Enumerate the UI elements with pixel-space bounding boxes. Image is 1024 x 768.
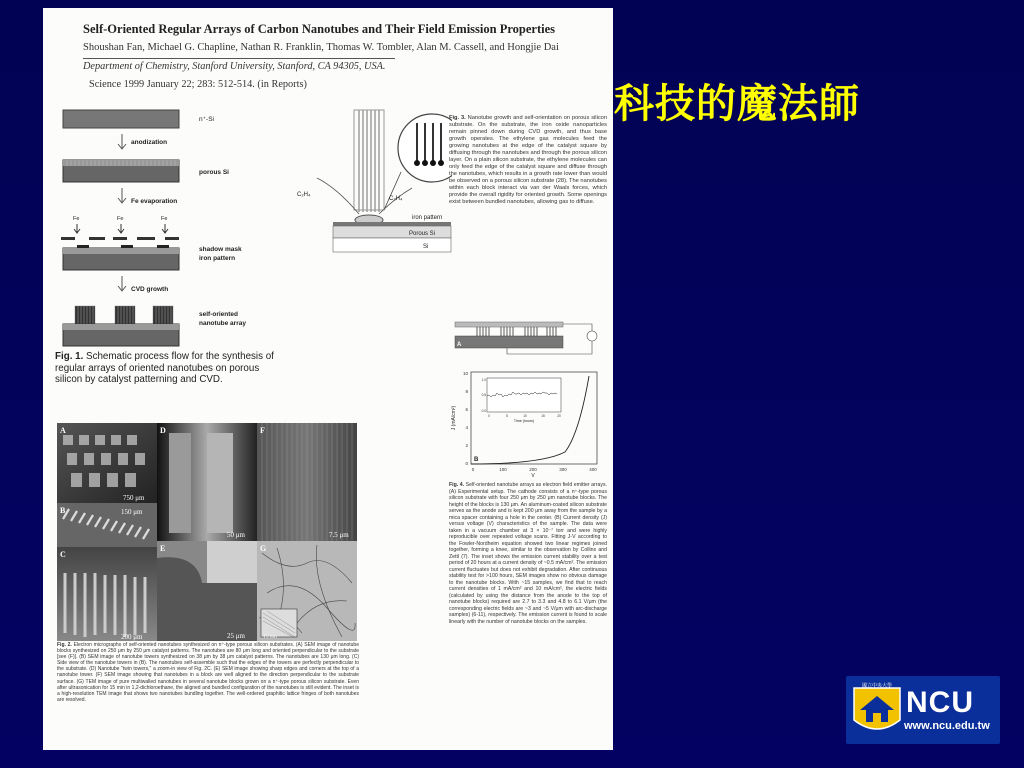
slide-title: 科技的魔法師 <box>614 81 860 127</box>
fig4-ytick-10: 10 <box>462 371 468 376</box>
fig2-scale-e: 25 μm <box>227 632 245 640</box>
fig2-scale-f: 7.5 μm <box>329 531 349 539</box>
paper-department: Department of Chemistry, Stanford University, Stanford, CA 94305, USA. <box>83 61 386 72</box>
fig4-caption-body: Self-oriented nanotube arrays as electron field emitter arrays. (A) Experimental setup. The cathode consists of a n⁺-type porous silicon substrate with four 250 μm by 250 μm nanotube blocks. The height of the blocks is 130 μm. An aluminum-coated silicon substrate serves as the anode and is kept 200 μm away from the sample by a mica spacer containing a hole in the center. (B) Current density (J) versus voltage (V) characteristics of the sample. The data were taken in a vacuum chamber at 3 × 10⁻⁷ torr and were highly reproducible over repeated voltage scans. Fitting J-V according to the Fowler-Nordheim equation showed two linear regimes joined together, forming a knee, similar to the observation by Collins and Zettl (7). The inset shows the emission current stability over a test period of 20 hours at a current density of ~0.5 mA/cm². The emission current fluctuates but does not exhibit degradation. After continuous stability test for >100 hours, SEM images show no obvious damage to the nanotube blocks. With ~15 samples, we find that to reach current densities of 1 mA/cm² and 10 mA/cm², the electric fields (calculated by using the distance from the anode to the top of nanotube blocks) required are 2.7 to 3.3 and 4.8 to 6.1 V/μm (the corresponding electric fields are ~3 and ~5 V/μm with arc-discharge samples) (6-11), respectively. The emission current is found to scale linearly with the number of nanotube blocks on the samples. <box>449 482 607 625</box>
paper-title: Self-Oriented Regular Arrays of Carbon Nanotubes and Their Field Emission Properties <box>83 22 555 36</box>
fig4-inset-ytick-05: 0.5 <box>481 393 486 397</box>
fig4-panel-b: B <box>474 457 479 463</box>
title-rule <box>83 58 395 59</box>
fig2-scale-d: 50 μm <box>227 531 245 539</box>
paper-citation: Science 1999 January 22; 283: 512-514. (in Reports) <box>89 79 307 90</box>
label-fe-evaporation: Fe evaporation <box>131 198 178 205</box>
fig1-process-flow <box>61 104 301 366</box>
fig4-inset-ytick-0: 0.0 <box>481 409 486 413</box>
fig4-xtick-400: 400 <box>589 467 597 472</box>
label-cvd-growth: CVD growth <box>131 286 169 293</box>
label-shadow-mask: shadow mask <box>199 246 242 253</box>
label-fig3-iron-pattern: iron pattern <box>412 215 443 221</box>
fig2-caption-body: Electron micrographs of self-oriented nanotubes synthesized on n⁺-type porous silicon substrates. (A) SEM image of nanotube blocks synthesized on 250 μm by 250 μm catalyst patterns. The nanotubes are 80 μm long and oriented perpendicular to the substrate [see (F)]. (B) SEM image of nanotube towers synthesized on 38 μm by 38 μm catalyst patterns. The nanotubes are 130 μm long. (C) Side view of the nanotube towers in (B). The nanotubes self-assemble such that the edges of the towers are perfectly perpendicular to the substrate. (D) Nanotube "twin towers," a zoom-in view of Fig. 2C. (E) SEM image showing sharp edges and corners at the top of a nanotube tower. (F) SEM image showing that nanotubes in a block are well aligned to the direction perpendicular to the substrate surface. (G) TEM image of pure multiwalled nanotubes in several nanotube blocks grown on a n⁺-type porous silicon substrate. Even after ultrasonication for 15 min in 1,2-dichloroethane, the aligned and bundled configuration of the nanotubes is still evident. The inset is a high-resolution TEM image that shows two nanotubes bundling together. The well-ordered graphitic lattice fringes of both nanotubes are resolved. <box>57 642 359 703</box>
logo-ncu-text: NCU <box>906 686 974 719</box>
fig2-scale-c: 200 μm <box>121 633 143 641</box>
fig4-caption <box>449 482 607 625</box>
fig4-xtick-200: 200 <box>529 467 537 472</box>
fig2-caption-lead: Fig. 2. <box>57 642 72 648</box>
logo-emblem-text: 國立中央大學 <box>861 683 893 689</box>
fig4-xtick-0: 0 <box>471 467 475 472</box>
paper-page-image <box>43 8 613 750</box>
fig4-caption-lead: Fig. 4. <box>449 482 465 488</box>
label-fe-2: Fe <box>117 216 124 222</box>
label-fe-3: Fe <box>161 216 168 222</box>
fig2-scale-b: 150 μm <box>121 508 143 516</box>
label-n-si: n⁺-Si <box>199 116 214 123</box>
fig4-inset-ytick-1: 1.0 <box>481 378 486 382</box>
fig1-caption-lead: Fig. 1. <box>55 351 84 362</box>
label-fig3-si: Si <box>423 244 429 250</box>
label-fig3-porous-si: Porous Si <box>409 231 436 237</box>
fig1-caption-body: Schematic process flow for the synthesis of regular arrays of oriented nanotubes on porous silicon by catalyst patterning and CVD. <box>55 351 274 385</box>
fig2-panel-c: C <box>60 550 66 559</box>
label-nanotube-array: nanotube array <box>199 320 246 327</box>
fig4-xtick-100: 100 <box>499 467 507 472</box>
label-porous-si: porous Si <box>199 169 229 176</box>
ncu-logo <box>846 676 1000 744</box>
fig2-panel-b: B <box>60 506 66 515</box>
fig3-caption-lead: Fig. 3. <box>449 115 466 121</box>
label-iron-pattern: iron pattern <box>199 255 236 262</box>
fig4-inset-xtick-5: 5 <box>506 414 508 418</box>
fig3-caption <box>449 115 607 206</box>
fig2-scale-a: 750 μm <box>123 494 145 502</box>
fig3-caption-body: Nanotube growth and self-orientation on porous silicon substrate. On the substrate, the iron oxide nanoparticles remain pinned down during CVD growth, and thus base growth operates. The ethylene gas molecules feed the growing nanotubes at the edge of the catalyst square by diffusing through the nanotubes and through the porous silicon layer. On a plain silicon substrate, the ethylene molecules can only feed the edge of the catalyst square and diffuse through the nanotubes, which results in a growth rate lower than would be observed on a porous silicon substrate (28). The nanotubes within each block interact via van der Waals forces, which provide the overall rigidity for oriented growth. Some openings exist between bundled nanotubes, allowing gas to diffuse. <box>449 115 607 205</box>
fig4-ylabel: J (mA/cm²) <box>451 405 457 431</box>
fig4-ytick-0: 0 <box>465 461 468 466</box>
label-anodization: anodization <box>131 139 168 146</box>
paper-authors: Shoushan Fan, Michael G. Chapline, Nathan R. Franklin, Thomas W. Tombler, Alan M. Cassell, and Hongjie Dai <box>83 42 559 53</box>
fig2-panel-e: E <box>160 544 166 553</box>
fig2-micrographs <box>57 423 357 641</box>
fig2-scale-g: 15 nm <box>263 634 277 640</box>
fig4-inset-xtick-0: 0 <box>488 414 490 418</box>
fig2-panel-d: D <box>160 426 166 435</box>
fig1-caption <box>55 351 285 386</box>
fig2-caption <box>57 642 359 703</box>
fig4-ytick-6: 6 <box>465 407 468 412</box>
fig4-xlabel: V <box>531 473 535 479</box>
fig4-inset-xtick-10: 10 <box>523 414 527 418</box>
label-c2h4-left: C₂H₄ <box>297 192 311 198</box>
fig4-ytick-8: 8 <box>465 389 468 394</box>
label-fe-1: Fe <box>73 216 80 222</box>
fig4-panel-a: A <box>457 342 462 348</box>
fig2-panel-g: G <box>260 544 267 553</box>
fig4-xtick-300: 300 <box>559 467 567 472</box>
fig4-ytick-4: 4 <box>465 425 468 430</box>
logo-url: www.ncu.edu.tw <box>904 720 990 732</box>
fig4-inset-xtick-20: 20 <box>557 414 561 418</box>
fig4-inset-xtick-15: 15 <box>541 414 545 418</box>
fig3-schematic <box>277 108 452 273</box>
label-c2h4-right: C₂H₄ <box>389 196 403 202</box>
fig4-inset-xlabel: Time (hours) <box>513 419 535 423</box>
university-emblem-icon <box>850 680 904 738</box>
label-self-oriented: self-oriented <box>199 311 239 318</box>
fig4-setup-and-plot <box>447 314 607 479</box>
fig2-panel-f: F <box>260 426 265 435</box>
fig2-panel-a: A <box>60 426 66 435</box>
fig4-ytick-2: 2 <box>465 443 468 448</box>
